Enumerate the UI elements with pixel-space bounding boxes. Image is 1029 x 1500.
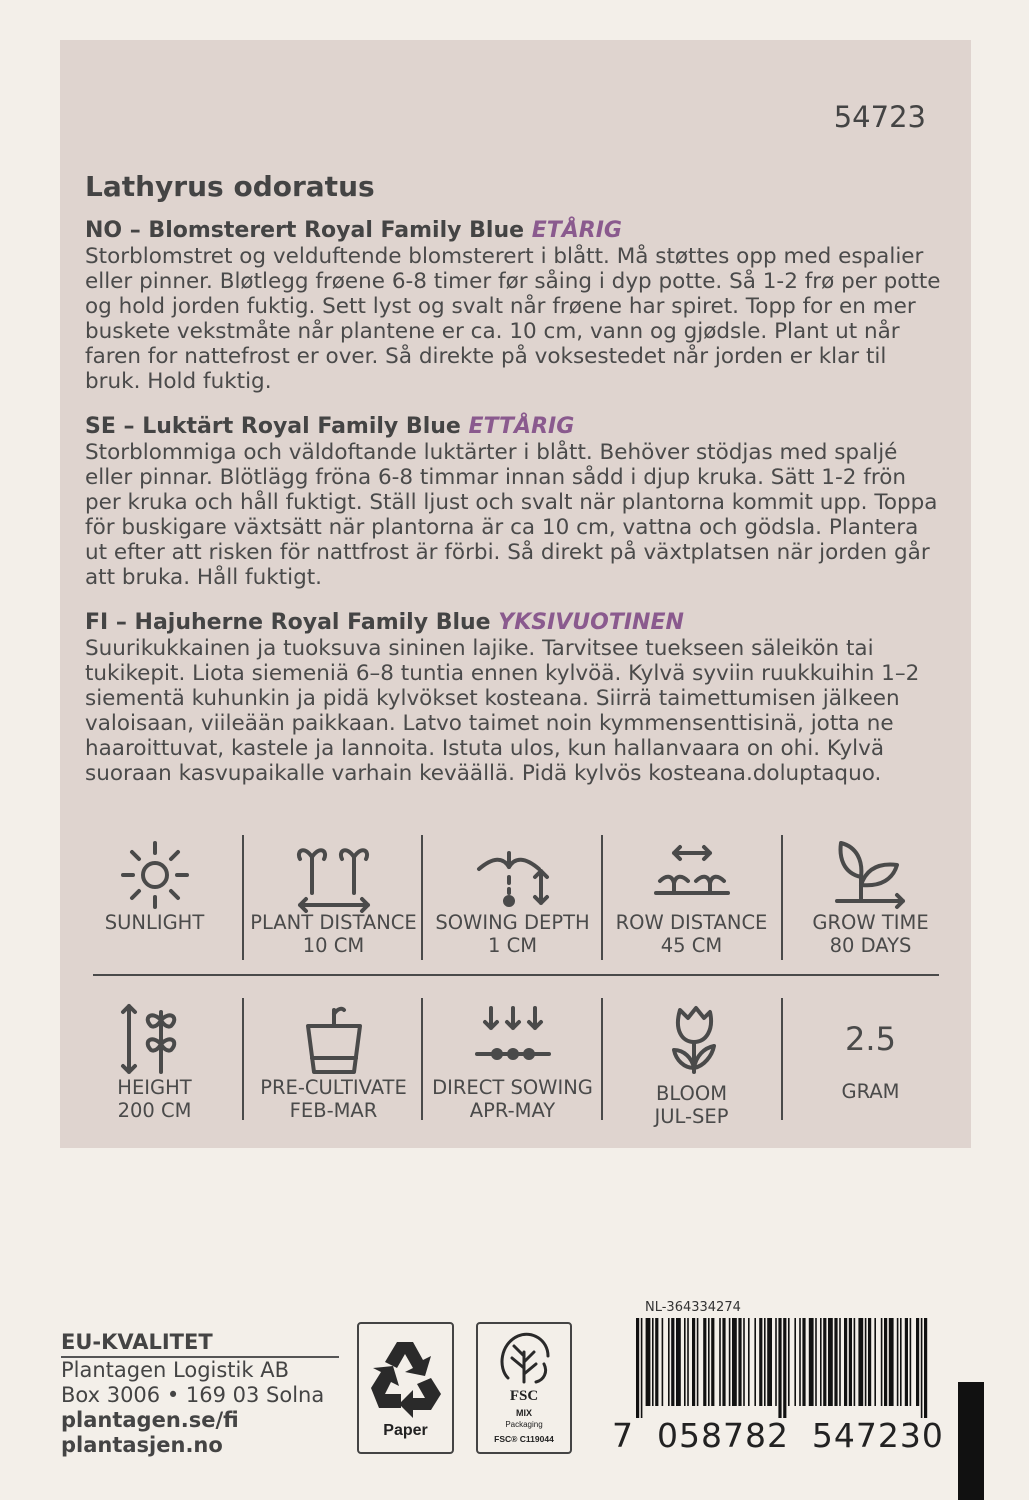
grow-time-icon — [831, 837, 911, 913]
barcode-bar — [703, 1318, 706, 1406]
fsc-code: FSC® C119044 — [494, 1434, 554, 1444]
direct-sowing-icon — [473, 1002, 553, 1078]
divider — [421, 835, 423, 960]
barcode-bar — [687, 1318, 689, 1406]
barcode-bar — [697, 1318, 699, 1406]
divider — [781, 835, 783, 960]
section-text: Storblommiga och väldoftande luktärter i blått. Behöver stödjas med spaljé eller pinnar. Blötlägg fröna 6-8 timmar innan sådd i djup kruka. Sätt 1-2 frön per kruka och håll fuktigt. Ställ ljust och svalt när plantorna kommit upp. Toppa för buskigare växtsätt när plantorna är ca 10 cm, vattna och gödsla. Plantera ut efter att risken för nattfrost är förbi. Så direkt på växtplatsen när jorden går att bruka. Håll fuktigt. — [85, 440, 938, 590]
barcode-bar — [839, 1318, 841, 1406]
barcode-bar — [732, 1318, 737, 1406]
bloom-label: BLOOM — [655, 1082, 728, 1105]
fsc-badge — [476, 1322, 572, 1454]
sowing-depth-value: 1 CM — [487, 934, 538, 957]
eu-quality-block — [61, 1330, 339, 1458]
barcode-bar — [743, 1318, 745, 1406]
barcode-bar — [692, 1318, 695, 1406]
section-se — [85, 414, 945, 590]
barcode-bar — [834, 1318, 837, 1406]
plant-distance-label: PLANT DISTANCE — [250, 911, 417, 934]
direct-sowing-cell — [423, 998, 602, 1133]
barcode-bar — [924, 1318, 927, 1418]
fsc-packaging: Packaging — [505, 1420, 543, 1429]
barcode-bar — [764, 1318, 766, 1406]
website-link[interactable]: plantasjen.no — [61, 1433, 223, 1457]
company-address: Box 3006 • 169 03 Solna — [61, 1383, 325, 1407]
row-distance-cell — [602, 833, 781, 968]
height-cell — [65, 998, 244, 1133]
fsc-mix: MIX — [515, 1408, 532, 1418]
section-fi — [85, 610, 945, 786]
row-distance-label: ROW DISTANCE — [615, 911, 768, 934]
latin-name: Lathyrus odoratus — [85, 170, 375, 203]
pre-cultivate-cell — [244, 998, 423, 1133]
barcode-bar — [646, 1318, 651, 1406]
direct-sowing-value: APR-MAY — [469, 1099, 556, 1122]
barcode-bar — [711, 1318, 714, 1406]
symbols-row-2 — [65, 998, 960, 1133]
barcode-bar — [636, 1318, 639, 1418]
plant-distance-icon — [294, 837, 374, 913]
recycle-badge — [357, 1322, 454, 1454]
annual-label: ETTÅRIG — [468, 414, 575, 439]
fsc-tree-icon — [478, 1328, 570, 1386]
divider — [242, 998, 244, 1120]
barcode-bar — [921, 1318, 923, 1418]
barcode-bar — [849, 1318, 852, 1406]
row-distance-value: 45 CM — [660, 934, 723, 957]
section-heading: NO – Blomsterert Royal Family Blue — [85, 218, 525, 243]
barcode-bar — [788, 1318, 790, 1406]
divider — [601, 998, 603, 1120]
fsc-name: FSC — [509, 1388, 539, 1404]
barcode-bar — [671, 1318, 674, 1406]
barcode-bar — [815, 1318, 817, 1406]
grow-time-value: 80 DAYS — [829, 934, 912, 957]
section-no — [85, 218, 945, 394]
barcode-number: 7 058782 547230 — [612, 1416, 944, 1455]
grow-time-label: GROW TIME — [812, 911, 929, 934]
barcode-bar — [729, 1318, 731, 1406]
barcode-bar — [854, 1318, 856, 1406]
divider — [242, 835, 244, 960]
barcode-bar — [708, 1318, 710, 1406]
section-text: Storblomstret og velduftende blomsterert i blått. Må støttes opp med espalier eller pinner. Bløtlegg frøene 6-8 timer før såing i dyp potte. Så 1-2 frø per potte og hold jorden fuktig. Sett lyst og svalt når frøene har spiret. Topp for en mer buskete vekstmåte når plantene er ca. 10 cm, vann og gjødsle. Plant ut når faren for nattefrost er over. Så direkte på voksestedet når jorden er klar til bruk. Hold fuktig. — [85, 244, 941, 394]
sowing-depth-label: SOWING DEPTH — [435, 911, 590, 934]
barcode-bar — [799, 1318, 801, 1406]
barcode-bar — [809, 1318, 814, 1406]
barcode-bar — [802, 1318, 805, 1406]
barcode-bar — [754, 1318, 756, 1406]
barcode-bar — [881, 1318, 883, 1406]
pre-cultivate-label: PRE-CULTIVATE — [260, 1076, 407, 1099]
barcode-bar — [889, 1318, 894, 1406]
black-edge-bar — [958, 1382, 984, 1500]
barcode-bar — [759, 1318, 762, 1406]
barcode-bar — [719, 1318, 721, 1406]
barcode-bar — [820, 1318, 822, 1406]
barcode-bar — [884, 1318, 887, 1406]
barcode-bar — [794, 1318, 796, 1406]
height-label: HEIGHT — [117, 1076, 192, 1099]
barcode-bar — [767, 1318, 772, 1406]
barcode-bar — [844, 1318, 847, 1406]
pre-cultivate-value: FEB-MAR — [289, 1099, 378, 1122]
grow-time-cell — [781, 833, 960, 968]
barcode-bar — [783, 1318, 786, 1418]
website-link[interactable]: plantagen.se/fi — [61, 1408, 239, 1432]
product-code: 54723 — [833, 100, 926, 134]
bloom-value: JUL-SEP — [654, 1105, 729, 1128]
divider — [421, 998, 423, 1120]
tulip-icon — [652, 1002, 732, 1078]
sun-icon — [115, 837, 195, 909]
barcode-bar — [655, 1318, 658, 1406]
section-heading: FI – Hajuherne Royal Family Blue — [85, 610, 491, 635]
plant-distance-value: 10 CM — [302, 934, 365, 957]
height-icon — [115, 1002, 195, 1078]
barcode-bar — [874, 1318, 876, 1406]
barcode-bar — [684, 1318, 686, 1406]
barcode-bar — [778, 1318, 781, 1418]
row-distance-icon — [652, 837, 732, 913]
plant-distance-cell — [244, 833, 423, 968]
gram-label: GRAM — [841, 1080, 900, 1103]
eu-title: EU-KVALITET — [61, 1330, 339, 1358]
barcode-bar — [748, 1318, 750, 1406]
recycle-icon — [359, 1332, 452, 1422]
barcode-bar — [652, 1318, 654, 1406]
symbols-row-1 — [65, 833, 960, 968]
barcode-bar — [676, 1318, 681, 1406]
height-value: 200 CM — [117, 1099, 192, 1122]
barcode-bar — [905, 1318, 908, 1406]
gram-value: 2.5 — [845, 1020, 896, 1058]
barcode-bar — [722, 1318, 725, 1406]
direct-sowing-label: DIRECT SOWING — [432, 1076, 593, 1099]
divider — [781, 998, 783, 1120]
barcode-bar — [868, 1318, 871, 1406]
sowing-depth-icon — [473, 837, 553, 913]
recycle-label: Paper — [383, 1422, 428, 1439]
barcode-bar — [910, 1318, 912, 1406]
info-panel — [60, 40, 971, 1148]
barcode-bar — [775, 1318, 777, 1406]
sunlight-cell — [65, 833, 244, 968]
barcode-bar — [858, 1318, 863, 1406]
symbols-divider — [93, 974, 939, 976]
pot-icon — [294, 1002, 374, 1078]
divider — [601, 835, 603, 960]
barcode-bar — [900, 1318, 902, 1406]
barcode-bar — [662, 1318, 664, 1406]
barcode-bar — [828, 1318, 833, 1406]
barcode-bar — [641, 1318, 643, 1418]
barcode-bar — [823, 1318, 826, 1406]
barcode-bar — [738, 1318, 741, 1406]
barcode-bar — [865, 1318, 867, 1406]
annual-label: YKSIVUOTINEN — [498, 610, 684, 635]
section-heading: SE – Luktärt Royal Family Blue — [85, 414, 461, 439]
section-text: Suurikukkainen ja tuoksuva sininen lajike. Tarvitsee tuekseen säleikön tai tukikepit. Liota siemeniä 6–8 tuntia ennen kylvöä. Kylvä syviin ruukkuihin 1–2 siementä kuhunkin ja pidä kylvökset kosteana. Siirrä taimettumisen jälkeen valoisaan, viileään paikkaan. Latvo taimet noin kymmensenttisinä, jotta ne haaroittuvat, kastele ja lannoita. Istuta ulos, kun hallanvaara on ohi. Kylvä suoraan kasvupaikalle varhain keväällä. Pidä kylvös kosteana.doluptaquo. — [85, 636, 920, 786]
company-name: Plantagen Logistik AB — [61, 1358, 289, 1382]
barcode-reference: NL-364334274 — [645, 1300, 741, 1315]
gram-cell — [781, 998, 960, 1133]
barcode-bar — [916, 1318, 919, 1406]
barcode-bar — [668, 1318, 670, 1406]
annual-label: ETÅRIG — [531, 218, 622, 243]
sowing-depth-cell — [423, 833, 602, 968]
barcode — [632, 1318, 932, 1418]
bloom-cell — [602, 998, 781, 1133]
sunlight-label: SUNLIGHT — [104, 911, 205, 934]
barcode-bar — [897, 1318, 899, 1406]
